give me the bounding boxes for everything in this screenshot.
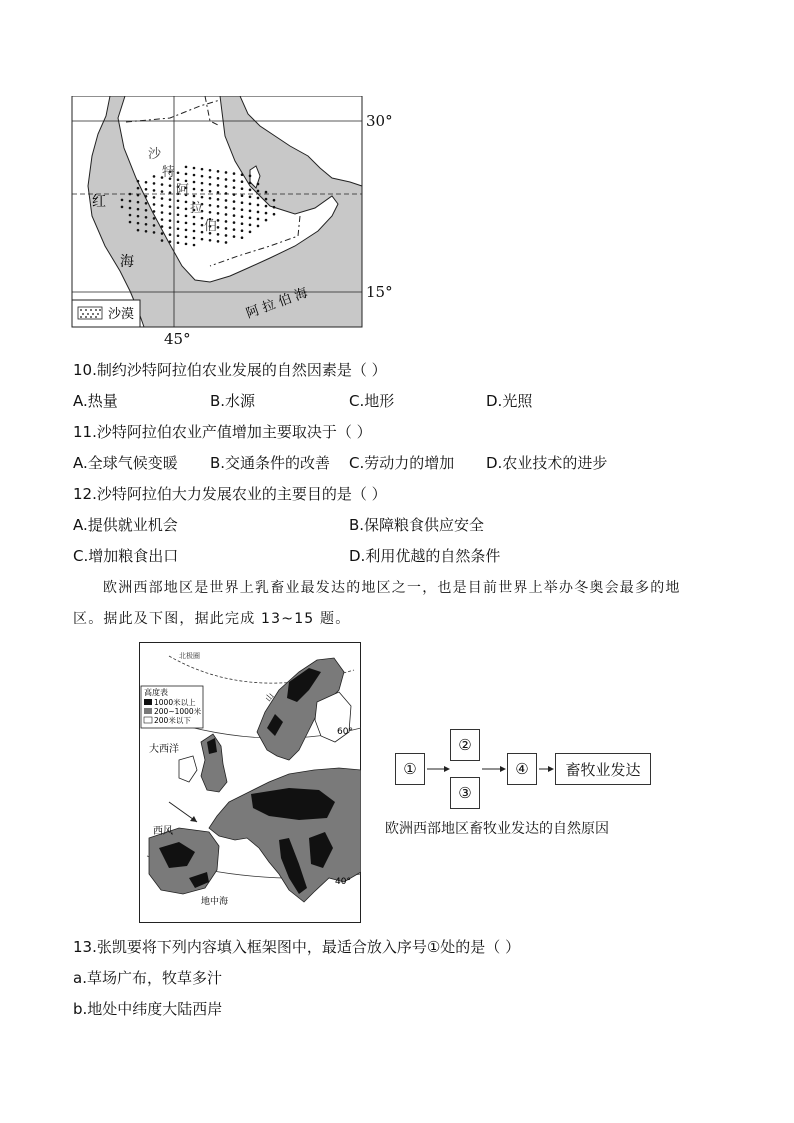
desert-dot [169,212,172,215]
desert-dot [137,215,140,218]
desert-dot [169,198,172,201]
map2-legend-title: 高度表 [144,688,168,697]
desert-dot [185,173,188,176]
desert-dot [161,183,164,186]
desert-dot [137,201,140,204]
desert-dot [137,222,140,225]
desert-dot [177,227,180,230]
desert-dot [217,184,220,187]
q10-option-c: C.地形 [349,392,395,410]
q11-option-a: A.全球气候变暖 [73,454,178,472]
flow-node-1: ① [395,753,425,785]
desert-dot [161,225,164,228]
desert-dot [145,195,148,198]
desert-dot [257,218,260,221]
desert-dot [209,197,212,200]
lat-60-label: 60° [337,727,353,737]
desert-dot [257,183,260,186]
desert-dot [225,171,228,174]
desert-dot [249,196,252,199]
desert-dot [257,190,260,193]
q11-option-b: B.交通条件的改善 [210,454,331,472]
desert-dot [153,210,156,213]
desert-dot [225,220,228,223]
desert-dot [233,228,236,231]
q12-option-c: C.增加粮食出口 [73,547,179,565]
desert-dot [169,219,172,222]
desert-dot [225,199,228,202]
desert-dot [177,199,180,202]
legend-mid-swatch [144,708,152,714]
desert-dot [185,201,188,204]
desert-dot [153,175,156,178]
desert-dot [209,211,212,214]
desert-dot [241,173,244,176]
desert-dot [257,204,260,207]
q11-option-c: C.劳动力的增加 [349,454,455,472]
desert-dot [201,196,204,199]
flow-caption: 欧洲西部地区畜牧业发达的自然原因 [385,821,609,837]
desert-dot [153,196,156,199]
desert-dot [249,217,252,220]
desert-dot [209,204,212,207]
red-sea-label-1: 红 [92,194,106,210]
q12-option-b: B.保障粮食供应安全 [349,516,485,534]
desert-dot [265,219,268,222]
desert-dot [217,240,220,243]
desert-dot [145,230,148,233]
desert-dot [225,185,228,188]
desert-dot [177,220,180,223]
desert-dot [241,180,244,183]
desert-dot [225,178,228,181]
mountain-label: 山 [263,691,276,704]
desert-dot [201,189,204,192]
desert-dot [201,175,204,178]
desert-dot [225,241,228,244]
intro-line-1: 欧洲西部地区是世界上乳畜业最发达的地区之一，也是目前世界上举办冬奥会最多的地 [103,580,681,596]
desert-dot [153,217,156,220]
desert-label-1: 沙 [148,147,162,162]
desert-dot [273,213,276,216]
q11-option-d: D.农业技术的进步 [486,454,608,472]
desert-dot [169,233,172,236]
desert-dot [249,224,252,227]
desert-dot [153,203,156,206]
desert-dot [145,188,148,191]
desert-dot [233,193,236,196]
desert-dot [241,215,244,218]
q12-option-d: D.利用优越的自然条件 [349,547,501,565]
arabian-sea-label: 阿 拉 伯 海 [244,285,310,322]
desert-dot [233,214,236,217]
desert-dot [249,210,252,213]
desert-dot [201,231,204,234]
desert-dot [225,213,228,216]
desert-dot [193,237,196,240]
westerly-label: 西风 [153,826,173,837]
desert-dot [201,238,204,241]
q10-stem: 10.制约沙特阿拉伯农业发展的自然因素是（ ） [73,361,387,379]
desert-dot [193,167,196,170]
desert-dot [177,241,180,244]
desert-dot [153,224,156,227]
desert-dot [129,221,132,224]
desert-dot [273,199,276,202]
desert-dot [225,192,228,195]
atlantic-label: 大西洋 [149,744,179,755]
desert-dot [265,198,268,201]
desert-dot [129,200,132,203]
desert-dot [233,221,236,224]
desert-dot [161,211,164,214]
desert-dot [137,229,140,232]
desert-dot [257,197,260,200]
desert-dot [249,203,252,206]
desert-dot [233,207,236,210]
europe-map-svg [139,642,361,923]
desert-dot [169,240,172,243]
desert-label-5: 伯 [204,219,218,234]
flow-result-box: 畜牧业发达 [555,753,651,785]
desert-dot [121,199,124,202]
desert-dot [185,180,188,183]
desert-dot [233,200,236,203]
desert-dot [201,224,204,227]
desert-dot [209,239,212,242]
lat-30-label: 30° [366,112,393,130]
desert-dot [233,235,236,238]
desert-dot [145,216,148,219]
desert-dot [169,184,172,187]
q10-option-a: A.热量 [73,392,118,410]
desert-dot [201,217,204,220]
desert-dot [193,174,196,177]
lon-45-label: 45° [164,330,191,348]
q13-item-b: b.地处中纬度大陆西岸 [73,1000,223,1018]
desert-dot [225,234,228,237]
desert-dot [265,212,268,215]
desert-dot [273,206,276,209]
desert-dot [241,208,244,211]
legend-low-swatch [144,717,152,723]
desert-dot [177,171,180,174]
q13-item-a: a.草场广布，牧草多汁 [73,969,222,987]
desert-dot [225,206,228,209]
mediterranean-label: 地中海 [201,897,229,907]
desert-dot [169,205,172,208]
desert-dot [185,236,188,239]
desert-dot [129,193,132,196]
q12-stem: 12.沙特阿拉伯大力发展农业的主要目的是（ ） [73,485,387,503]
arabia-map [70,96,370,350]
desert-dot [201,182,204,185]
desert-dot [177,234,180,237]
legend-high-label: 1000米以上 [154,698,196,707]
desert-dot [209,190,212,193]
desert-dot [177,213,180,216]
desert-dot [137,208,140,211]
flow-node-3: ③ [450,777,480,809]
desert-dot [241,187,244,190]
europe-map [139,642,361,923]
desert-dot [217,226,220,229]
desert-dot [209,176,212,179]
desert-dot [217,233,220,236]
desert-dot [265,205,268,208]
flow-node-4: ④ [507,753,537,785]
desert-label-4: 拉 [190,201,204,216]
desert-dot [225,227,228,230]
desert-dot [129,207,132,210]
desert-dot [209,169,212,172]
desert-dot [193,188,196,191]
desert-dot [241,229,244,232]
desert-dot [217,198,220,201]
desert-dot [161,197,164,200]
desert-dot [193,223,196,226]
desert-dot [241,194,244,197]
desert-dot [137,180,140,183]
desert-dot [217,212,220,215]
legend-low-label: 200米以下 [154,716,191,725]
desert-dot [161,218,164,221]
desert-dot [185,243,188,246]
desert-dot [185,208,188,211]
legend-label: 沙漠 [108,307,135,322]
desert-dot [201,168,204,171]
desert-dot [217,177,220,180]
desert-dot [161,239,164,242]
desert-dot [257,225,260,228]
red-sea-label-2: 海 [120,254,134,270]
legend-mid-label: 200~1000米 [154,707,202,716]
desert-dot [169,191,172,194]
q13-stem: 13.张凯要将下列内容填入框架图中，最适合放入序号①处的是（ ） [73,938,521,956]
desert-label-2: 特 [162,165,176,180]
desert-dot [241,222,244,225]
desert-dot [145,209,148,212]
desert-dot [217,170,220,173]
desert-dot [233,179,236,182]
desert-dot [185,215,188,218]
legend-high-swatch [144,699,152,705]
desert-dot [185,166,188,169]
desert-dot [121,206,124,209]
desert-dot [145,181,148,184]
desert-dot [249,231,252,234]
desert-dot [137,187,140,190]
desert-dot [209,183,212,186]
desert-dot [161,232,164,235]
desert-dot [193,195,196,198]
desert-dot [241,201,244,204]
q10-option-d: D.光照 [486,392,533,410]
desert-dot [177,206,180,209]
desert-dot [185,229,188,232]
desert-dot [153,189,156,192]
q12-option-a: A.提供就业机会 [73,516,178,534]
desert-dot [185,222,188,225]
desert-dot [241,236,244,239]
desert-dot [169,226,172,229]
desert-dot [177,178,180,181]
lat-15-label: 15° [366,283,393,301]
desert-dot [193,216,196,219]
desert-dot [217,205,220,208]
q11-stem: 11.沙特阿拉伯农业产值增加主要取决于（ ） [73,423,372,441]
desert-dot [249,175,252,178]
desert-dot [129,214,132,217]
desert-dot [153,182,156,185]
desert-dot [193,230,196,233]
desert-dot [257,211,260,214]
desert-dot [217,219,220,222]
flow-node-2: ② [450,729,480,761]
q10-option-b: B.水源 [210,392,256,410]
desert-dot [249,182,252,185]
desert-dot [193,181,196,184]
flow-arrows [425,760,560,780]
desert-dot [161,190,164,193]
arctic-circle-label: 北极圈 [179,652,200,660]
desert-dot [145,223,148,226]
desert-dot [161,204,164,207]
desert-dot [249,189,252,192]
arabia-map-svg [70,96,370,350]
intro-line-2: 区。据此及下图，据此完成 13~15 题。 [73,611,351,627]
desert-dot [217,191,220,194]
desert-dot [265,191,268,194]
desert-dot [137,194,140,197]
desert-dot [233,186,236,189]
desert-dot [193,244,196,247]
desert-label-3: 阿 [176,183,190,198]
desert-dot [153,231,156,234]
lat-40-label: 40° [335,877,351,887]
desert-dot [145,202,148,205]
desert-dot [233,172,236,175]
